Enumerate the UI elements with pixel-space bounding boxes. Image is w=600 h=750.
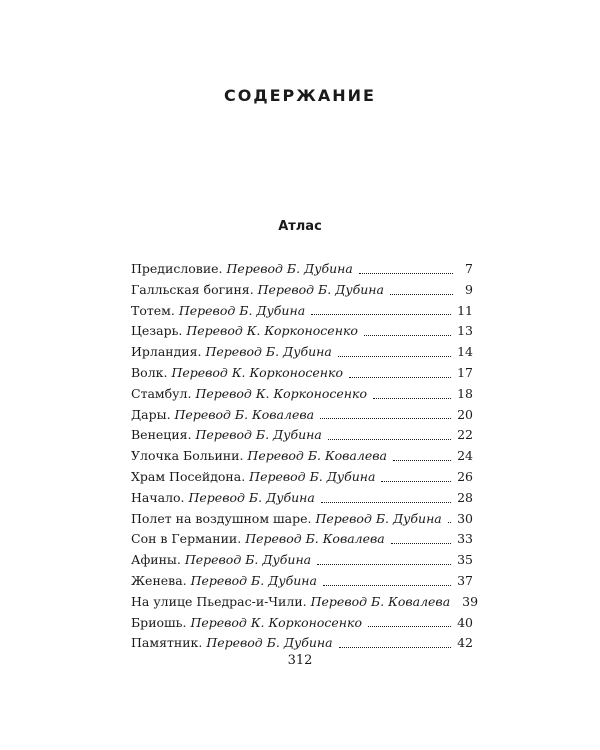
dot-leader xyxy=(448,522,451,523)
toc-entry[interactable] xyxy=(131,342,473,363)
table-of-contents xyxy=(131,259,479,654)
toc-entry-translator: Перевод Б. Дубина xyxy=(188,489,315,505)
toc-entry-page: 42 xyxy=(457,635,473,651)
toc-entry[interactable] xyxy=(131,301,473,322)
toc-entry-page: 24 xyxy=(457,448,473,464)
toc-entry-page: 26 xyxy=(457,468,473,484)
toc-entry-translator: Перевод Б. Дубина xyxy=(178,302,306,318)
toc-entry-name: Волк. xyxy=(131,364,168,380)
toc-entry-name: На улице Пьедрас-и-Чили. xyxy=(131,593,307,609)
toc-entry[interactable] xyxy=(131,280,473,301)
dot-leader xyxy=(328,439,451,440)
toc-entry[interactable] xyxy=(131,613,473,634)
toc-entry-page: 35 xyxy=(457,552,473,568)
toc-entry[interactable] xyxy=(131,405,473,426)
toc-entry-page: 20 xyxy=(457,406,473,422)
dot-leader xyxy=(391,543,451,544)
toc-entry-translator: Перевод К. Корконосенко xyxy=(195,385,368,401)
toc-entry-page: 39 xyxy=(462,593,479,609)
toc-entry-page: 40 xyxy=(457,614,473,630)
toc-entry-title xyxy=(131,446,387,467)
toc-entry-title xyxy=(131,321,358,342)
toc-entry-name: Бриошь. xyxy=(131,614,187,630)
toc-entry-name: Тотем. xyxy=(131,302,175,318)
toc-entry[interactable] xyxy=(131,529,473,550)
toc-entry-translator: Перевод Б. Ковалева xyxy=(245,531,385,547)
dot-leader xyxy=(320,418,451,419)
dot-leader xyxy=(349,377,451,378)
toc-entry-name: Цезарь. xyxy=(131,323,183,339)
toc-entry-page: 28 xyxy=(457,489,473,505)
toc-entry-translator: Перевод К. Корконосенко xyxy=(190,614,363,630)
toc-entry[interactable] xyxy=(131,488,473,509)
toc-entry-translator: Перевод Б. Дубина xyxy=(249,468,376,484)
toc-entry-page: 13 xyxy=(457,323,473,339)
toc-entry-title xyxy=(131,363,343,384)
dot-leader xyxy=(311,314,451,315)
toc-entry[interactable] xyxy=(131,550,473,571)
toc-entry[interactable] xyxy=(131,571,473,592)
toc-entry[interactable] xyxy=(131,633,473,654)
toc-entry-name: Стамбул. xyxy=(131,385,192,401)
toc-entry-page: 33 xyxy=(457,531,473,547)
toc-entry-translator: Перевод Б. Дубина xyxy=(315,510,442,526)
toc-entry-translator: Перевод К. Корконосенко xyxy=(186,323,358,339)
toc-entry-title xyxy=(131,405,314,426)
toc-entry-translator: Перевод Б. Дубина xyxy=(205,344,332,360)
toc-entry-title xyxy=(131,467,375,488)
toc-entry-title xyxy=(131,425,322,446)
toc-entry-name: Храм Посейдона. xyxy=(131,468,246,484)
dot-leader xyxy=(317,564,451,565)
toc-entry-translator: Перевод Б. Дубина xyxy=(184,552,312,568)
toc-entry-name: Женева. xyxy=(131,572,187,588)
toc-entry-name: Сон в Германии. xyxy=(131,531,242,547)
toc-entry-page: 14 xyxy=(457,344,473,360)
toc-entry-name: Венеция. xyxy=(131,427,192,443)
toc-entry-title xyxy=(131,342,332,363)
toc-entry-title xyxy=(131,633,333,654)
dot-leader xyxy=(390,294,453,295)
toc-entry[interactable] xyxy=(131,592,479,613)
toc-entry-translator: Перевод К. Корконосенко xyxy=(171,364,344,380)
page-heading: СОДЕРЖАНИЕ xyxy=(224,86,376,105)
dot-leader xyxy=(321,502,451,503)
toc-entry-title xyxy=(131,613,362,634)
toc-entry[interactable] xyxy=(131,446,473,467)
toc-entry[interactable] xyxy=(131,509,473,530)
toc-entry-translator: Перевод Б. Дубина xyxy=(226,261,353,276)
toc-entry-page: 30 xyxy=(457,510,473,526)
dot-leader xyxy=(373,398,451,399)
toc-entry-name: Дары. xyxy=(131,406,171,422)
toc-entry-title xyxy=(131,529,385,550)
toc-entry-name: Улочка Больини. xyxy=(131,448,244,464)
toc-entry-name: Афины. xyxy=(131,552,181,568)
toc-entry[interactable] xyxy=(131,467,473,488)
dot-leader xyxy=(323,585,451,586)
toc-entry-page: 7 xyxy=(465,261,473,276)
toc-entry-translator: Перевод Б. Дубина xyxy=(195,427,322,443)
dot-leader xyxy=(339,647,451,648)
toc-entry[interactable] xyxy=(131,259,473,280)
toc-entry-title xyxy=(131,592,450,613)
dot-leader xyxy=(393,460,451,461)
toc-entry[interactable] xyxy=(131,321,473,342)
toc-entry-title xyxy=(131,550,311,571)
toc-entry-name: Ирландия. xyxy=(131,344,202,360)
toc-entry-page: 37 xyxy=(457,572,473,588)
toc-entry-title xyxy=(131,509,442,530)
section-title: Атлас xyxy=(278,219,322,234)
toc-entry-page: 11 xyxy=(457,302,473,318)
toc-entry-title xyxy=(131,571,317,592)
toc-entry-title xyxy=(131,280,384,301)
toc-entry-translator: Перевод Б. Ковалева xyxy=(247,448,387,464)
toc-entry-translator: Перевод Б. Дубина xyxy=(206,635,333,651)
toc-entry-title xyxy=(131,488,315,509)
toc-entry-name: Предисловие. xyxy=(131,261,223,276)
toc-entry-name: Полет на воздушном шаре. xyxy=(131,510,312,526)
toc-entry-page: 18 xyxy=(457,385,473,401)
toc-entry-translator: Перевод Б. Дубина xyxy=(257,281,384,297)
toc-entry-name: Галльская богиня. xyxy=(131,281,254,297)
dot-leader xyxy=(338,356,451,357)
toc-entry[interactable] xyxy=(131,425,473,446)
dot-leader xyxy=(359,273,453,274)
dot-leader xyxy=(364,335,451,336)
toc-entry-page: 17 xyxy=(457,364,473,380)
toc-entry-page: 22 xyxy=(457,427,473,443)
toc-entry-name: Начало. xyxy=(131,489,185,505)
toc-entry-title xyxy=(131,301,305,322)
toc-entry[interactable] xyxy=(131,363,473,384)
dot-leader xyxy=(381,481,451,482)
toc-entry[interactable] xyxy=(131,384,473,405)
page-number: 312 xyxy=(287,653,313,668)
toc-entry-translator: Перевод Б. Дубина xyxy=(190,572,317,588)
dot-leader xyxy=(368,626,451,627)
toc-entry-translator: Перевод Б. Ковалева xyxy=(174,406,315,422)
toc-entry-title xyxy=(131,259,353,280)
toc-entry-title xyxy=(131,384,367,405)
toc-entry-name: Памятник. xyxy=(131,635,203,651)
toc-entry-translator: Перевод Б. Ковалева xyxy=(310,593,451,609)
toc-entry-page: 9 xyxy=(465,281,473,297)
